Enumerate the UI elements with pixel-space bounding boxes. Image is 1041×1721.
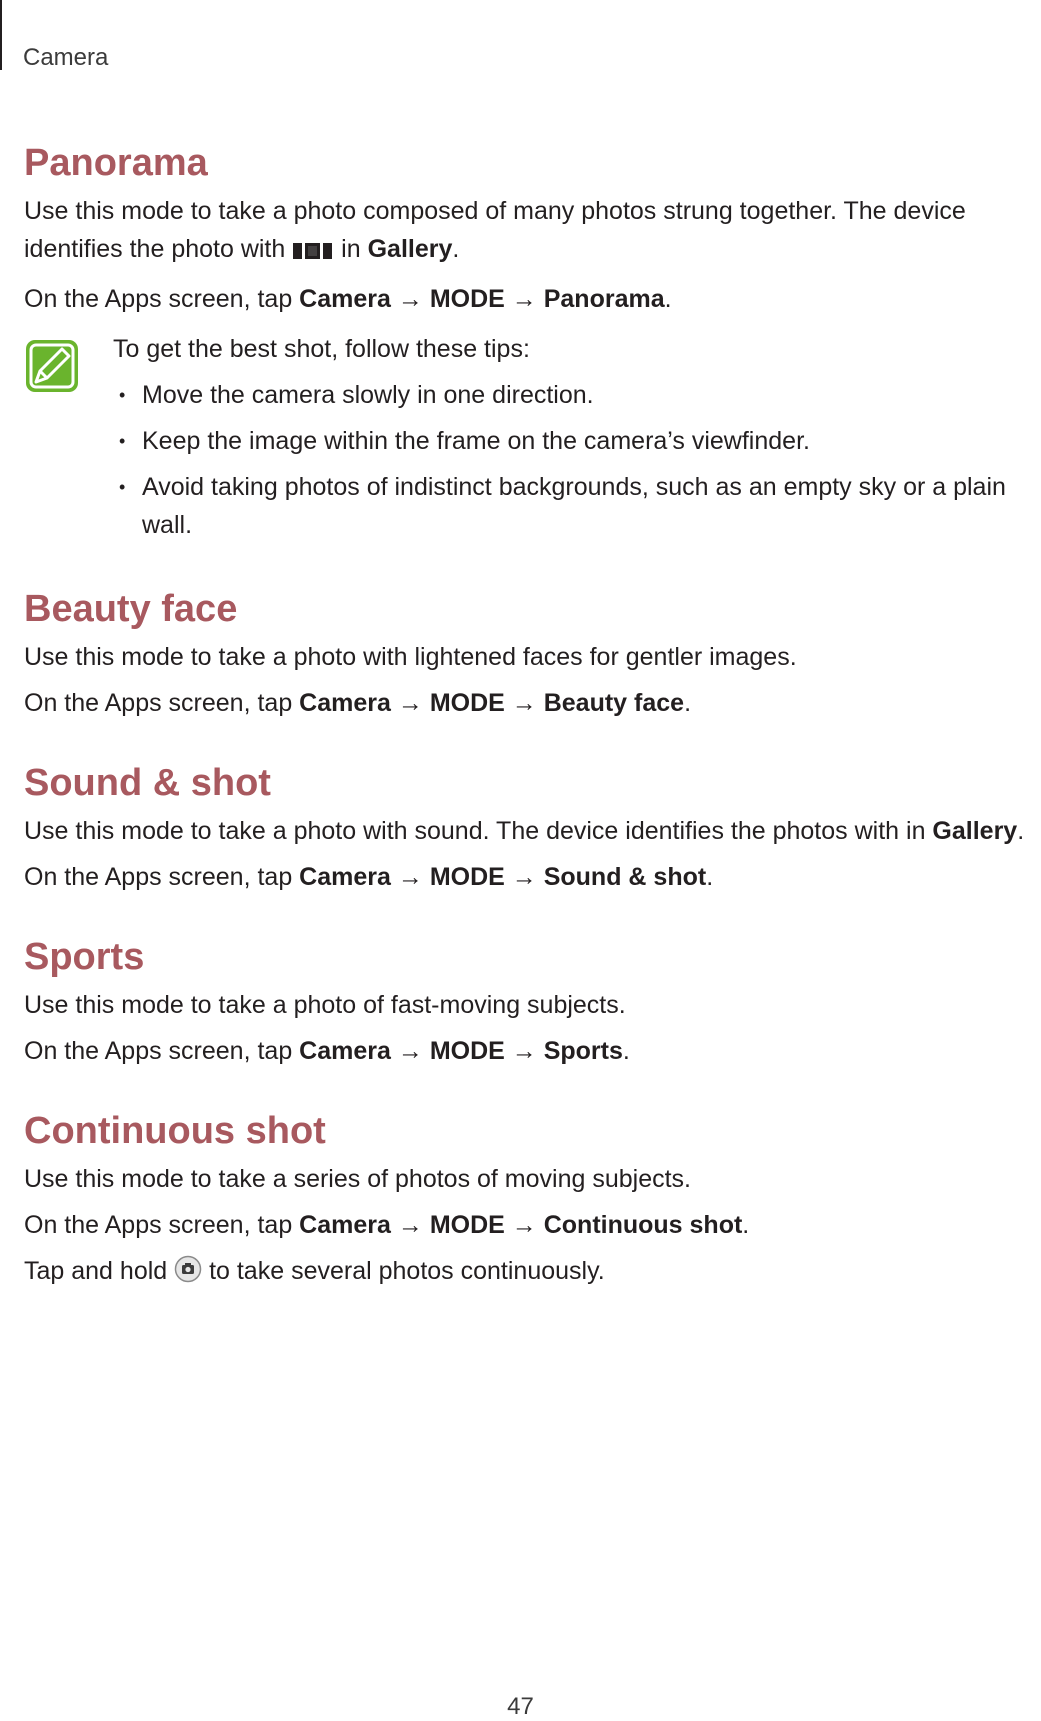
tip-item: • Move the camera slowly in one direction. xyxy=(119,381,594,409)
section-sports xyxy=(24,934,1034,1070)
panorama-description: Use this mode to take a photo composed of many photos strung together. The device identifies the photo with in Gallery. xyxy=(24,192,1034,272)
section-panorama xyxy=(24,140,1034,544)
sports-heading: Sports xyxy=(24,936,145,978)
continuous-shot-description: Use this mode to take a series of photos of moving subjects. xyxy=(24,1165,692,1193)
sports-description: Use this mode to take a photo of fast-moving subjects. xyxy=(24,991,626,1019)
shutter-icon xyxy=(174,1255,202,1294)
section-sound-shot xyxy=(24,760,1034,896)
beauty-face-description: Use this mode to take a photo with lightened faces for gentler images. xyxy=(24,643,797,671)
tips-intro: To get the best shot, follow these tips: xyxy=(113,335,530,363)
tips-note xyxy=(24,330,1034,544)
sports-instruction: On the Apps screen, tap Camera → MODE → Sports. xyxy=(24,1037,630,1065)
tips-list xyxy=(113,376,1034,544)
gallery-label: Gallery xyxy=(932,817,1018,845)
section-beauty-face xyxy=(24,586,1034,722)
panorama-instruction: On the Apps screen, tap Camera → MODE → Panorama. xyxy=(24,285,672,313)
sound-shot-instruction: On the Apps screen, tap Camera → MODE → Sound & shot. xyxy=(24,863,714,891)
gallery-label: Gallery xyxy=(367,235,453,263)
continuous-shot-heading: Continuous shot xyxy=(24,1110,326,1152)
page-header: Camera xyxy=(23,44,109,71)
panorama-heading: Panorama xyxy=(24,142,208,184)
beauty-face-heading: Beauty face xyxy=(24,588,238,630)
tap-and-hold-instruction: Tap and hold to take several photos continuously. xyxy=(24,1252,1034,1294)
tip-item: • Keep the image within the frame on the camera’s viewfinder. xyxy=(119,427,810,455)
panorama-film-icon xyxy=(292,234,334,272)
beauty-face-instruction: On the Apps screen, tap Camera → MODE → Beauty face. xyxy=(24,689,692,717)
tip-item: • Avoid taking photos of indistinct backgrounds, such as an empty sky or a plain wall. xyxy=(119,473,1006,539)
page-content xyxy=(24,140,1034,1294)
sound-shot-description: Use this mode to take a photo with sound. The device identifies the photos with in Gallery. xyxy=(24,817,1025,845)
page-number: 47 xyxy=(507,1693,534,1720)
corner-rule xyxy=(0,0,2,70)
section-continuous-shot xyxy=(24,1108,1034,1294)
note-pencil-icon xyxy=(24,338,80,394)
sound-shot-heading: Sound & shot xyxy=(24,762,271,804)
continuous-shot-instruction: On the Apps screen, tap Camera → MODE → Continuous shot. xyxy=(24,1211,750,1239)
